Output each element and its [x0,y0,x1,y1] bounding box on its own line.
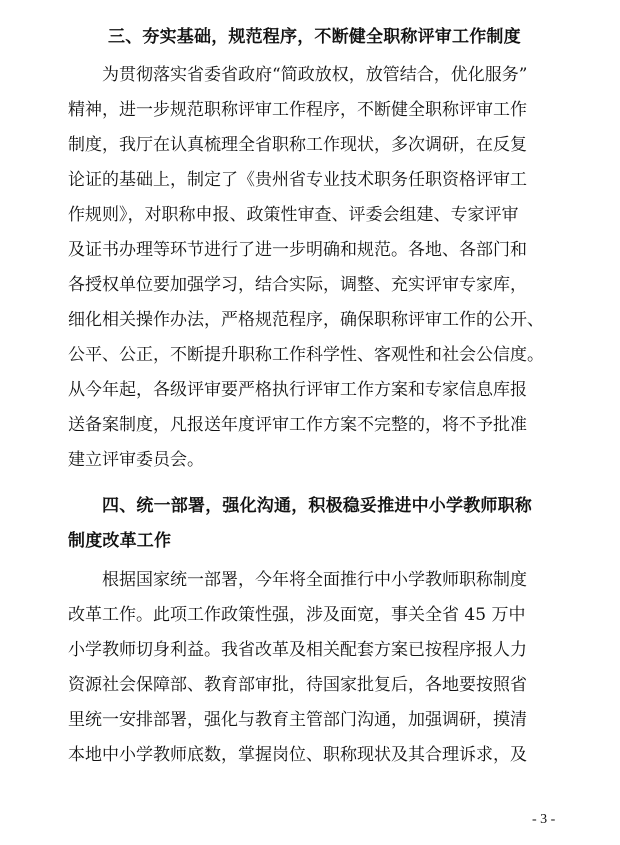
paragraph-line: 论证的基础上，制定了《贵州省专业技术职务任职资格评审工 [68,170,527,190]
paragraph-line: 作规则》，对职称申报、政策性审查、评委会组建、专家评审 [68,205,519,225]
paragraph-line: 本地中小学教师底数，掌握岗位、职称现状及其合理诉求，及 [68,745,527,765]
paragraph-line: 改革工作。此项工作政策性强，涉及面宽，事关全省 45 万中 [68,605,526,625]
paragraph-line: 为贯彻落实省委省政府“简政放权，放管结合，优化服务” [102,65,528,85]
paragraph-line: 根据国家统一部署，今年将全面推行中小学教师职称制度 [102,570,527,590]
section-heading-4: 四、统一部署，强化沟通，积极稳妥推进中小学教师职称 [102,496,532,516]
page-number: - 3 - [532,812,556,827]
paragraph-line: 公平、公正，不断提升职称工作科学性、客观性和社会公信度。 [68,345,544,365]
section-heading-3: 三、夯实基础，规范程序，不断健全职称评审工作制度 [108,27,521,47]
paragraph-line: 资源社会保障部、教育部审批，待国家批复后，各地要按照省 [68,675,527,695]
paragraph-line: 小学教师切身利益。我省改革及相关配套方案已按程序报人力 [68,640,527,660]
paragraph-line: 从今年起，各级评审要严格执行评审工作方案和专家信息库报 [68,380,527,400]
section-heading-4-cont: 制度改革工作 [68,531,172,551]
paragraph-line: 建立评审委员会。 [68,450,204,470]
paragraph-line: 各授权单位要加强学习，结合实际，调整、充实评审专家库， [68,275,527,295]
paragraph-line: 精神，进一步规范职称评审工作程序，不断健全职称评审工作 [68,100,527,120]
paragraph-line: 制度，我厅在认真梳理全省职称工作现状，多次调研，在反复 [68,135,527,155]
paragraph-line: 送备案制度，凡报送年度评审工作方案不完整的，将不予批准 [68,415,527,435]
paragraph-line: 及证书办理等环节进行了进一步明确和规范。各地、各部门和 [68,240,527,260]
paragraph-line: 里统一安排部署，强化与教育主管部门沟通，加强调研，摸清 [68,710,527,730]
paragraph-line: 细化相关操作办法，严格规范程序，确保职称评审工作的公开、 [68,310,544,330]
